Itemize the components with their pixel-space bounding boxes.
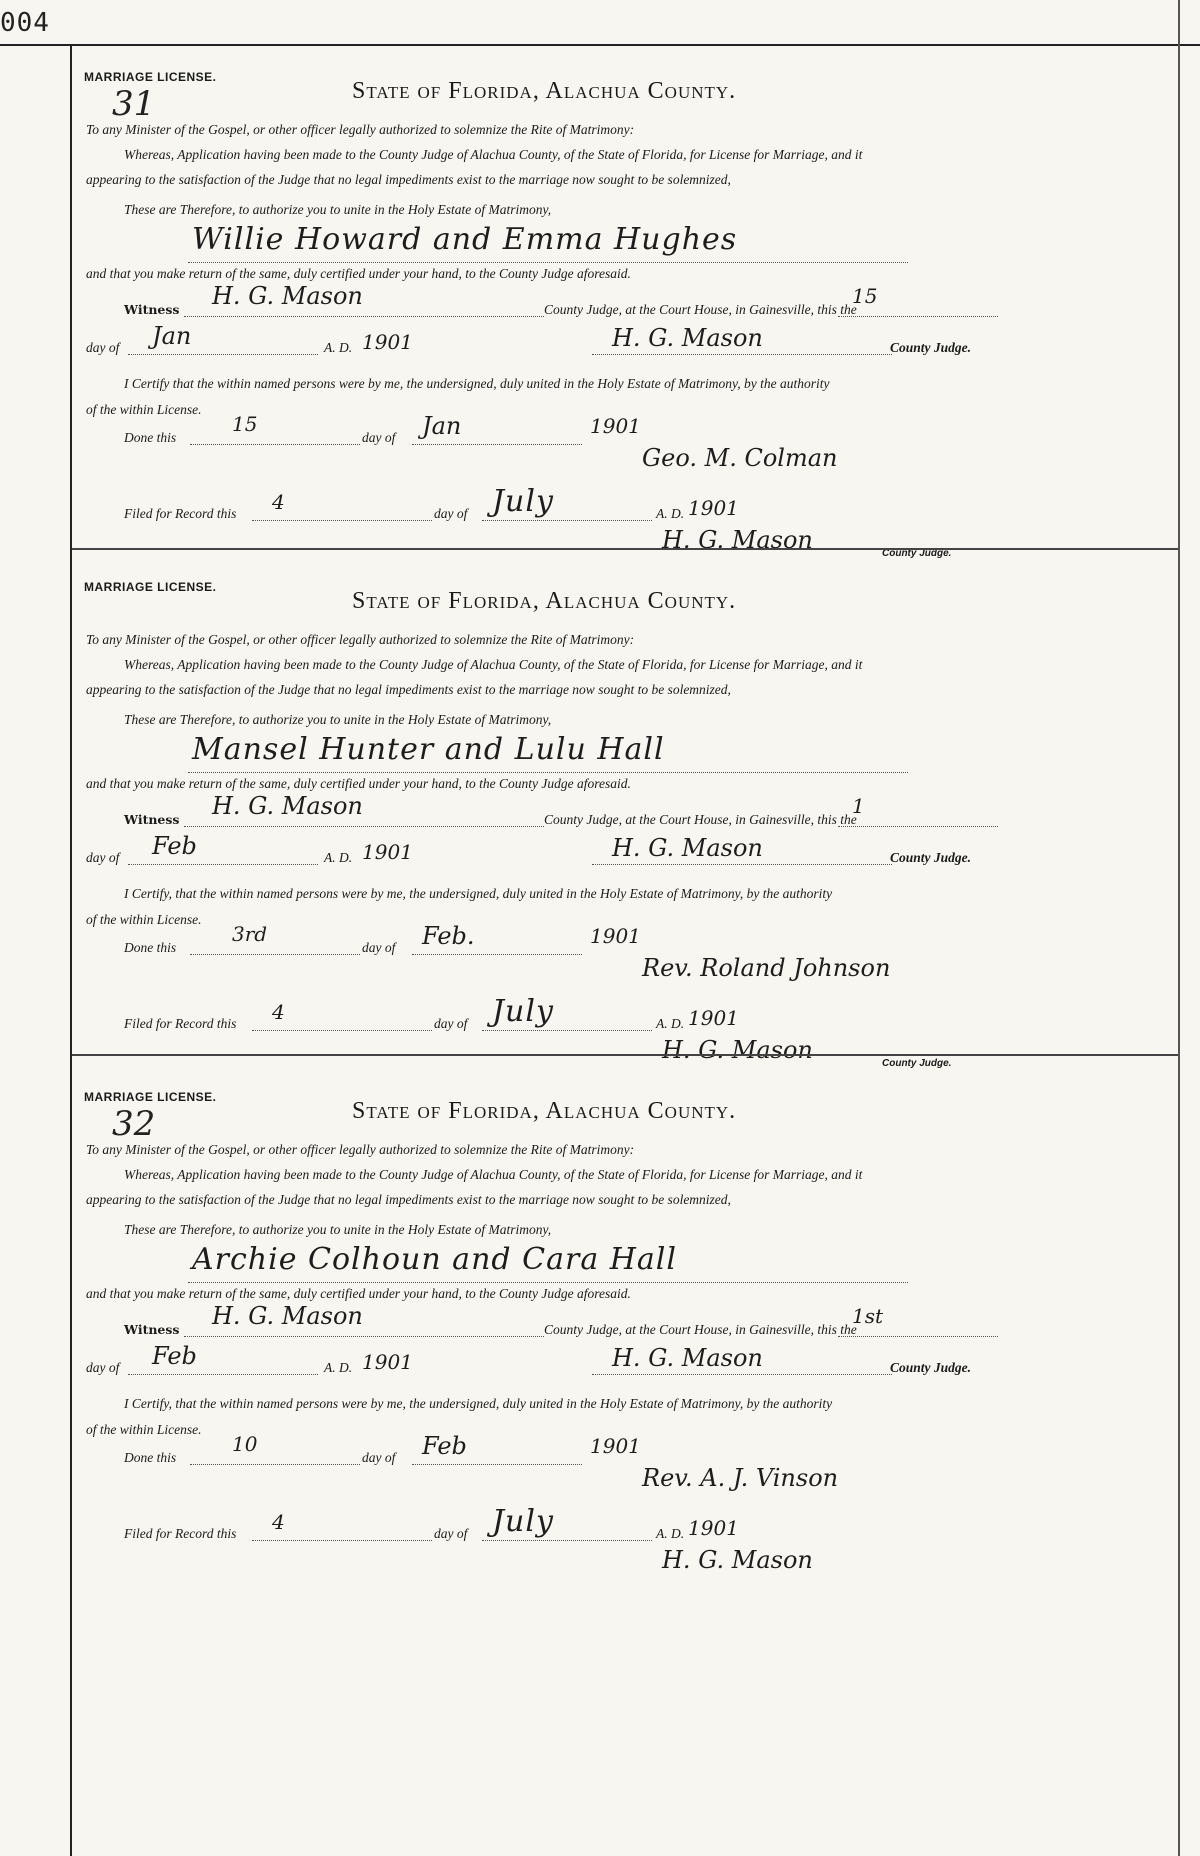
filed-month: July: [492, 484, 554, 519]
return-line: and that you make return of the same, duly certified under your hand, to the County Judge aforesaid.: [86, 266, 631, 281]
done-day-underline: [190, 1464, 360, 1465]
right-margin-rule: [1178, 0, 1180, 1856]
therefore-line: These are Therefore, to authorize you to unite in the Holy Estate of Matrimony,: [124, 1222, 552, 1237]
filed-month-underline: [482, 1030, 652, 1031]
day-of-label: day of: [86, 340, 120, 355]
judge-underline: [592, 1374, 892, 1375]
license-number: 31: [112, 84, 156, 124]
judge-signature: H. G. Mason: [612, 324, 763, 352]
ad-label: A. D.: [324, 1360, 353, 1375]
whereas-line-1: Whereas, Application having been made to the County Judge of Alachua County, of the State of Florida, for License for Marriage, and it: [124, 657, 863, 672]
filed-day-underline: [252, 1540, 432, 1541]
filed-month: July: [492, 1504, 554, 1539]
witness-label: Witness: [124, 812, 180, 827]
certify-line-2: of the within License.: [86, 402, 202, 417]
witness-underline: [184, 1336, 544, 1337]
done-year: 1901: [590, 414, 641, 438]
witness-signature: H. G. Mason: [212, 282, 363, 310]
judge-signature: H. G. Mason: [612, 1344, 763, 1372]
filed-signature: H. G. Mason: [662, 1036, 813, 1064]
day-underline: [838, 316, 998, 317]
license-year: 1901: [362, 840, 413, 864]
filed-day: 4: [272, 1510, 285, 1534]
certify-line-2: of the within License.: [86, 1422, 202, 1437]
ad-label: A. D.: [324, 850, 353, 865]
county-judge-label: County Judge.: [890, 850, 972, 865]
filed-county-judge-label: County Judge.: [882, 548, 952, 559]
witness-text: County Judge, at the Court House, in Gainesville, this the: [544, 302, 857, 317]
done-month-underline: [412, 954, 582, 955]
whereas-line-1: Whereas, Application having been made to the County Judge of Alachua County, of the State of Florida, for License for Marriage, and it: [124, 1167, 863, 1182]
filed-day: 4: [272, 1000, 285, 1024]
judge-signature: H. G. Mason: [612, 834, 763, 862]
month-underline: [128, 354, 318, 355]
day-of-label: day of: [86, 1360, 120, 1375]
done-day: 10: [232, 1432, 258, 1456]
filed-signature: H. G. Mason: [662, 1546, 813, 1574]
filed-ad-label: A. D.: [656, 1526, 685, 1541]
filed-dayof-label: day of: [434, 1016, 468, 1031]
filed-signature: H. G. Mason: [662, 526, 813, 554]
day-underline: [838, 1336, 998, 1337]
done-day: 15: [232, 412, 258, 436]
license-label: MARRIAGE LICENSE.: [84, 580, 217, 594]
filed-year: 1901: [688, 1516, 739, 1540]
record-title: State of Florida, Alachua County.: [352, 1098, 737, 1124]
county-judge-label: County Judge.: [890, 340, 972, 355]
done-month-underline: [412, 444, 582, 445]
done-label: Done this: [124, 940, 177, 955]
filed-month-underline: [482, 520, 652, 521]
month-underline: [128, 864, 318, 865]
record-separator: [72, 1054, 1178, 1056]
names-underline: [188, 1282, 908, 1283]
filed-label: Filed for Record this: [124, 1526, 237, 1541]
officiant-signature: Rev. A. J. Vinson: [642, 1464, 839, 1492]
whereas-line-2: appearing to the satisfaction of the Judge that no legal impediments exist to the marriage now sought to be solemnized,: [86, 1192, 731, 1207]
record-title: State of Florida, Alachua County.: [352, 78, 737, 104]
officiant-signature: Geo. M. Colman: [642, 444, 838, 472]
filed-day-underline: [252, 520, 432, 521]
done-day-underline: [190, 954, 360, 955]
witness-underline: [184, 316, 544, 317]
officiant-signature: Rev. Roland Johnson: [642, 954, 891, 982]
top-rule: [0, 44, 1200, 46]
record-separator: [72, 548, 1178, 550]
filed-dayof-label: day of: [434, 1526, 468, 1541]
license-year: 1901: [362, 330, 413, 354]
day-underline: [838, 826, 998, 827]
whereas-line-2: appearing to the satisfaction of the Judge that no legal impediments exist to the marriage now sought to be solemnized,: [86, 172, 731, 187]
intro-line: To any Minister of the Gospel, or other officer legally authorized to solemnize the Rite of Matrimony:: [86, 1142, 635, 1157]
county-judge-label: County Judge.: [890, 1360, 972, 1375]
return-line: and that you make return of the same, duly certified under your hand, to the County Judge aforesaid.: [86, 1286, 631, 1301]
witness-text: County Judge, at the Court House, in Gainesville, this the: [544, 1322, 857, 1337]
done-month: Jan: [422, 412, 462, 440]
license-day: 15: [852, 284, 878, 308]
done-day-underline: [190, 444, 360, 445]
done-month-underline: [412, 1464, 582, 1465]
filed-month-underline: [482, 1540, 652, 1541]
filed-label: Filed for Record this: [124, 506, 237, 521]
witness-label: Witness: [124, 1322, 180, 1337]
return-line: and that you make return of the same, duly certified under your hand, to the County Judge aforesaid.: [86, 776, 631, 791]
witness-signature: H. G. Mason: [212, 1302, 363, 1330]
certify-line: I Certify that the within named persons were by me, the undersigned, duly united in the Holy Estate of Matrimony, by the authority: [124, 376, 830, 391]
certify-line: I Certify, that the within named persons were by me, the undersigned, duly united in the Holy Estate of Matrimony, by the authority: [124, 1396, 833, 1411]
license-month: Jan: [152, 322, 192, 350]
filed-year: 1901: [688, 1006, 739, 1030]
done-day: 3rd: [232, 922, 268, 946]
filed-day: 4: [272, 490, 285, 514]
license-month: Feb: [152, 832, 197, 860]
done-dayof-label: day of: [362, 940, 396, 955]
license-month: Feb: [152, 1342, 197, 1370]
done-label: Done this: [124, 430, 177, 445]
witness-text: County Judge, at the Court House, in Gainesville, this the: [544, 812, 857, 827]
filed-ad-label: A. D.: [656, 506, 685, 521]
record-title: State of Florida, Alachua County.: [352, 588, 737, 614]
done-year: 1901: [590, 924, 641, 948]
couple-names: Willie Howard and Emma Hughes: [192, 222, 738, 257]
done-month: Feb.: [422, 922, 475, 950]
judge-underline: [592, 864, 892, 865]
done-label: Done this: [124, 1450, 177, 1465]
whereas-line-1: Whereas, Application having been made to the County Judge of Alachua County, of the State of Florida, for License for Marriage, and it: [124, 147, 863, 162]
filed-year: 1901: [688, 496, 739, 520]
filed-dayof-label: day of: [434, 506, 468, 521]
judge-underline: [592, 354, 892, 355]
filed-day-underline: [252, 1030, 432, 1031]
certify-line-2: of the within License.: [86, 912, 202, 927]
day-of-label: day of: [86, 850, 120, 865]
license-label: MARRIAGE LICENSE.: [84, 1090, 217, 1104]
ad-label: A. D.: [324, 340, 353, 355]
license-year: 1901: [362, 1350, 413, 1374]
filed-label: Filed for Record this: [124, 1016, 237, 1031]
couple-names: Mansel Hunter and Lulu Hall: [192, 732, 665, 767]
license-number: 32: [112, 1104, 156, 1144]
license-label: MARRIAGE LICENSE.: [84, 70, 217, 84]
couple-names: Archie Colhoun and Cara Hall: [192, 1242, 677, 1277]
names-underline: [188, 262, 908, 263]
left-margin-rule: [70, 44, 72, 1856]
certify-line: I Certify, that the within named persons were by me, the undersigned, duly united in the Holy Estate of Matrimony, by the authority: [124, 886, 833, 901]
witness-underline: [184, 826, 544, 827]
done-dayof-label: day of: [362, 1450, 396, 1465]
page-number: 004: [0, 8, 50, 38]
done-month: Feb: [422, 1432, 467, 1460]
whereas-line-2: appearing to the satisfaction of the Judge that no legal impediments exist to the marriage now sought to be solemnized,: [86, 682, 731, 697]
witness-signature: H. G. Mason: [212, 792, 363, 820]
month-underline: [128, 1374, 318, 1375]
filed-ad-label: A. D.: [656, 1016, 685, 1031]
done-year: 1901: [590, 1434, 641, 1458]
intro-line: To any Minister of the Gospel, or other officer legally authorized to solemnize the Rite of Matrimony:: [86, 122, 635, 137]
done-dayof-label: day of: [362, 430, 396, 445]
filed-county-judge-label: County Judge.: [882, 1058, 952, 1069]
witness-label: Witness: [124, 302, 180, 317]
intro-line: To any Minister of the Gospel, or other officer legally authorized to solemnize the Rite of Matrimony:: [86, 632, 635, 647]
filed-month: July: [492, 994, 554, 1029]
therefore-line: These are Therefore, to authorize you to unite in the Holy Estate of Matrimony,: [124, 202, 552, 217]
names-underline: [188, 772, 908, 773]
license-day: 1: [852, 794, 865, 818]
license-day: 1st: [852, 1304, 884, 1328]
therefore-line: These are Therefore, to authorize you to unite in the Holy Estate of Matrimony,: [124, 712, 552, 727]
